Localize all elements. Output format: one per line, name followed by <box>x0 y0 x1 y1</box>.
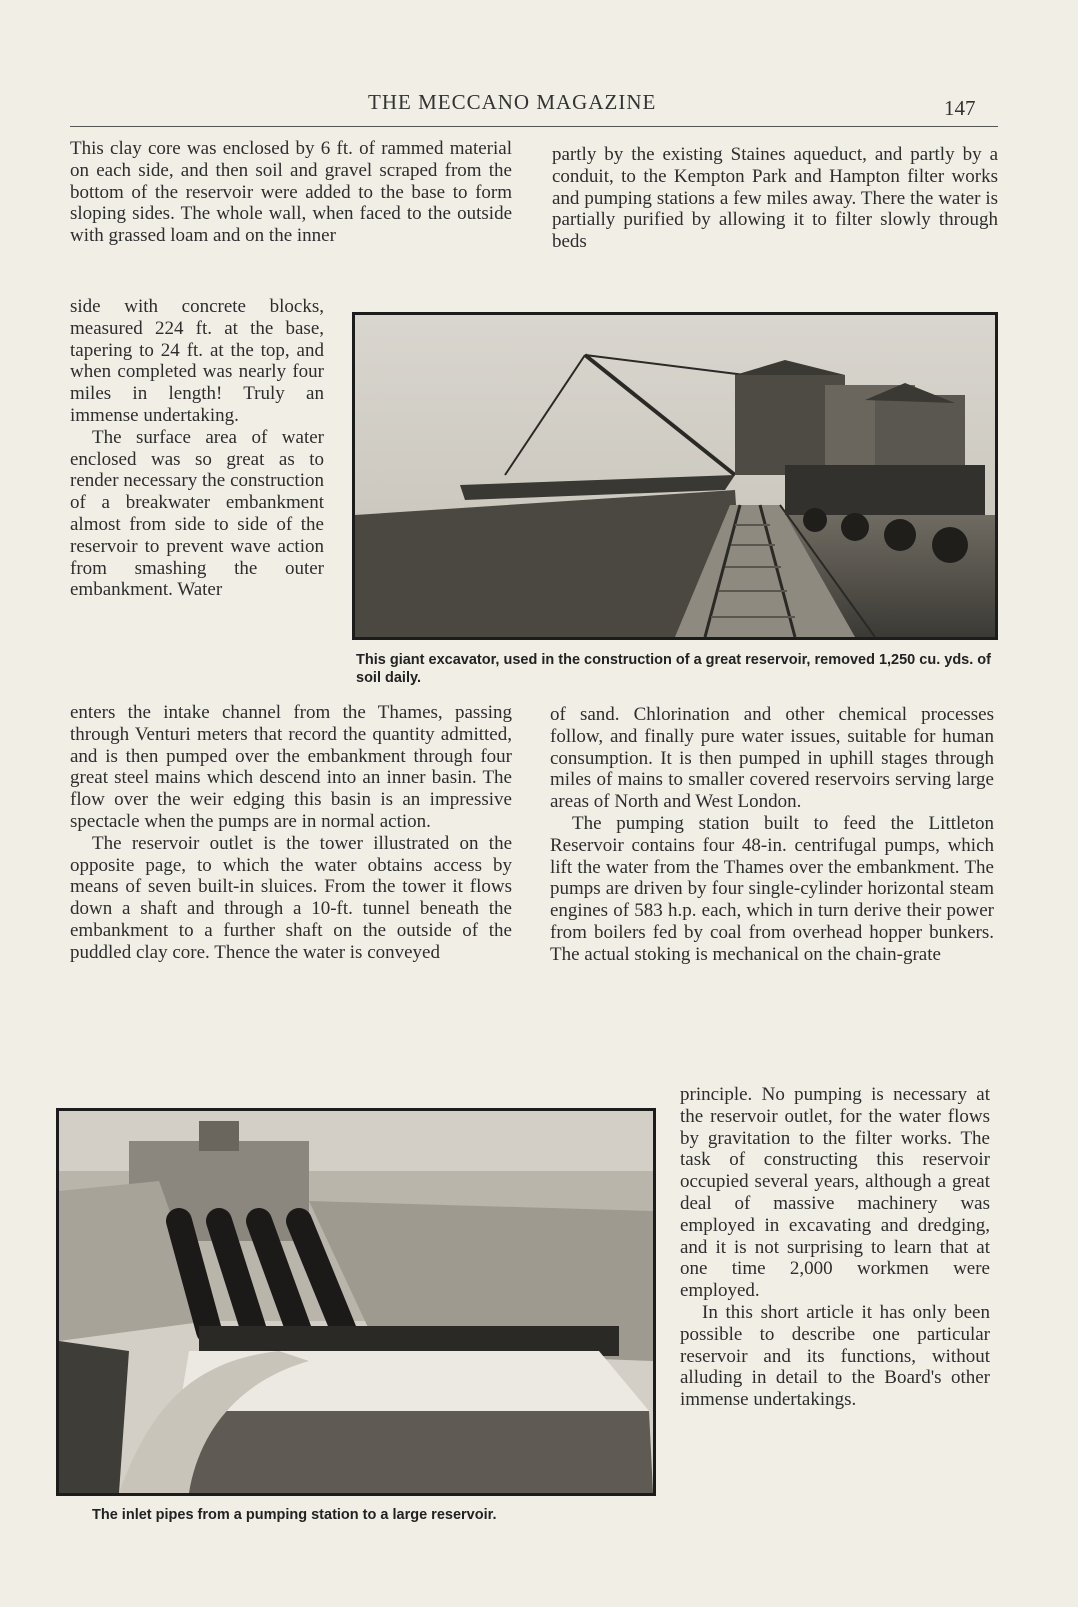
paragraph-text: The pumping station built to feed the Littleton Reservoir contains four 48-in. centrifugal pumps, which lift the water from the Thames over the embankment. The pumps are driven by four single-cylinder horizontal steam engines of 583 h.p. each, which in turn derive their power from boilers fed by coal from overhead hopper bunkers. The actual stoking is mechanical on the chain-grate <box>550 812 994 965</box>
excavator-illustration <box>355 315 995 637</box>
paragraph-text: of sand. Chlorination and other chemical processes follow, and finally pure water issues, suitable for human consumption. It is then pumped in uphill stages through miles of mains to smaller covered reservoirs serving large areas of North and West London. <box>550 704 994 813</box>
paragraph-text: This clay core was enclosed by 6 ft. of rammed material on each side, and then soil and gravel scraped from the bottom of the reservoir were added to the base to form sloping sides. The whole wall, when faced to the outside with grassed loam and on the inner <box>70 138 512 247</box>
paragraph-text: enters the intake channel from the Thames, passing through Venturi meters that record the quantity admitted, and is then pumped over the embankment through four great steel mains which descend into an inner basin. The flow over the weir edging this basin is an impressive spectacle when the pumps are in normal action. <box>70 702 512 832</box>
page-number: 147 <box>944 96 976 120</box>
paragraph-text: side with concrete blocks, measured 224 ft. at the base, tapering to 24 ft. at the top, and when completed was nearly four miles in length! Truly an immense undertaking. <box>70 296 324 426</box>
magazine-title: THE MECCANO MAGAZINE <box>368 90 657 114</box>
article-right-top <box>552 144 998 253</box>
paragraph-text: The reservoir outlet is the tower illustrated on the opposite page, to which the water obtains access by means of seven built-in sluices. From the tower it flows down a shaft and through a 10-ft. tunnel beneath the embankment to a further shaft on the outside of the puddled clay core. Thence the water is conveyed <box>70 832 512 963</box>
article-paragraph-1 <box>70 138 512 247</box>
paragraph-text: principle. No pumping is necessary at the reservoir outlet, for the water flows by gravitation to the filter works. The task of constructing this reservoir occupied several years, although a great deal of massive machinery was employed in excavating and dredging, and it is not surprising to learn that at one time 2,000 workmen were employed. <box>680 1084 990 1302</box>
header-rule <box>70 126 998 127</box>
paragraph-text: partly by the existing Staines aqueduct, and partly by a conduit, to the Kempton Park and Hampton filter works and pumping stations a few miles away. There the water is partially purified by allowing it to filter slowly through beds <box>552 144 998 253</box>
paragraph-text: In this short article it has only been possible to describe one particular reservoir and its functions, without alluding in detail to the Board's other immense undertakings. <box>680 1301 990 1411</box>
article-narrow-right-column <box>680 1084 990 1411</box>
article-left-column <box>70 702 512 964</box>
article-right-column <box>550 704 994 966</box>
excavator-caption: This giant excavator, used in the construction of a great reservoir, removed 1,250 cu. yds. of soil daily. <box>356 652 991 686</box>
inlet-caption: The inlet pipes from a pumping station to a large reservoir. <box>92 1507 497 1523</box>
paragraph-text: The surface area of water enclosed was so great as to render necessary the construction of a breakwater embankment almost from side to side of the reservoir to prevent wave action from smashing the outer embankment. Water <box>70 426 324 601</box>
inlet-pipes-photo <box>56 1108 656 1496</box>
article-narrow-column <box>70 296 324 601</box>
inlet-pipes-illustration <box>59 1111 653 1493</box>
excavator-photo <box>352 312 998 640</box>
